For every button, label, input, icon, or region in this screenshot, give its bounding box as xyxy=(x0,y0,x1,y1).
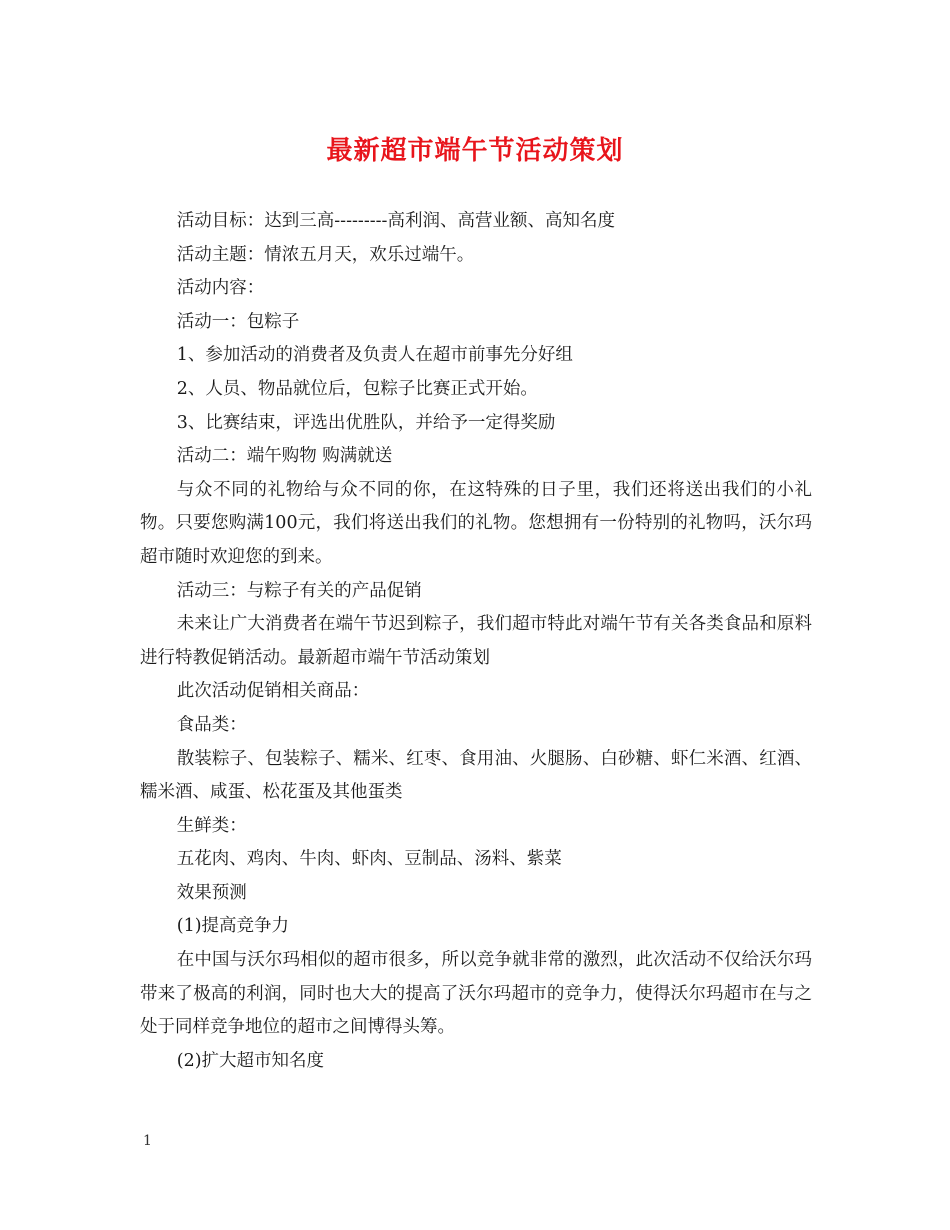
paragraph: 与众不同的礼物给与众不同的你，在这特殊的日子里，我们还将送出我们的小礼物。只要您购满100元，我们将送出我们的礼物。您想拥有一份特别的礼物吗，沃尔玛超市随时欢迎您的到来。 xyxy=(140,479,812,567)
paragraph: 活动内容： xyxy=(176,278,265,299)
paragraph: 活动目标：达到三高---------高利润、高营业额、高知名度 xyxy=(176,211,615,231)
paragraph: 2、人员、物品就位后，包粽子比赛正式开始。 xyxy=(176,378,538,399)
paragraph: 活动主题：情浓五月天，欢乐过端午。 xyxy=(176,244,475,265)
paragraph: 活动三：与粽子有关的产品促销 xyxy=(176,580,422,601)
page-number: 1 xyxy=(143,1133,152,1149)
paragraph: 活动二：端午购物 购满就送 xyxy=(176,446,393,467)
paragraph: 1、参加活动的消费者及负责人在超市前事先分好组 xyxy=(176,345,573,366)
paragraph: 活动一：包粽子 xyxy=(176,311,300,332)
paragraph: 效果预测 xyxy=(176,882,247,903)
paragraph: 五花肉、鸡肉、牛肉、虾肉、豆制品、汤料、紫菜 xyxy=(176,849,562,870)
document-title: 最新超市端午节活动策划 xyxy=(326,136,624,166)
paragraph: 散装粽子、包装粽子、糯米、红枣、食用油、火腿肠、白砂糖、虾仁米酒、红酒、糯米酒、咸蛋、松花蛋及其他蛋类 xyxy=(140,748,812,803)
paragraph: 食品类： xyxy=(176,714,247,735)
paragraph: 此次活动促销相关商品： xyxy=(176,681,370,702)
paragraph: 在中国与沃尔玛相似的超市很多，所以竞争就非常的激烈，此次活动不仅给沃尔玛带来了极高的利润，同时也大大的提高了沃尔玛超市的竞争力，使得沃尔玛超市在与之处于同样竞争地位的超市之间博得头筹。 xyxy=(140,950,812,1038)
paragraph: (1)提高竞争力 xyxy=(176,916,290,937)
paragraph: 生鲜类： xyxy=(176,815,247,836)
paragraph: (2)扩大超市知名度 xyxy=(176,1050,325,1071)
paragraph: 3、比赛结束，评选出优胜队，并给予一定得奖励 xyxy=(176,412,556,433)
document-body xyxy=(140,205,812,1078)
paragraph: 未来让广大消费者在端午节迟到粽子，我们超市特此对端午节有关各类食品和原料进行特教促销活动。最新超市端午节活动策划 xyxy=(140,614,812,668)
